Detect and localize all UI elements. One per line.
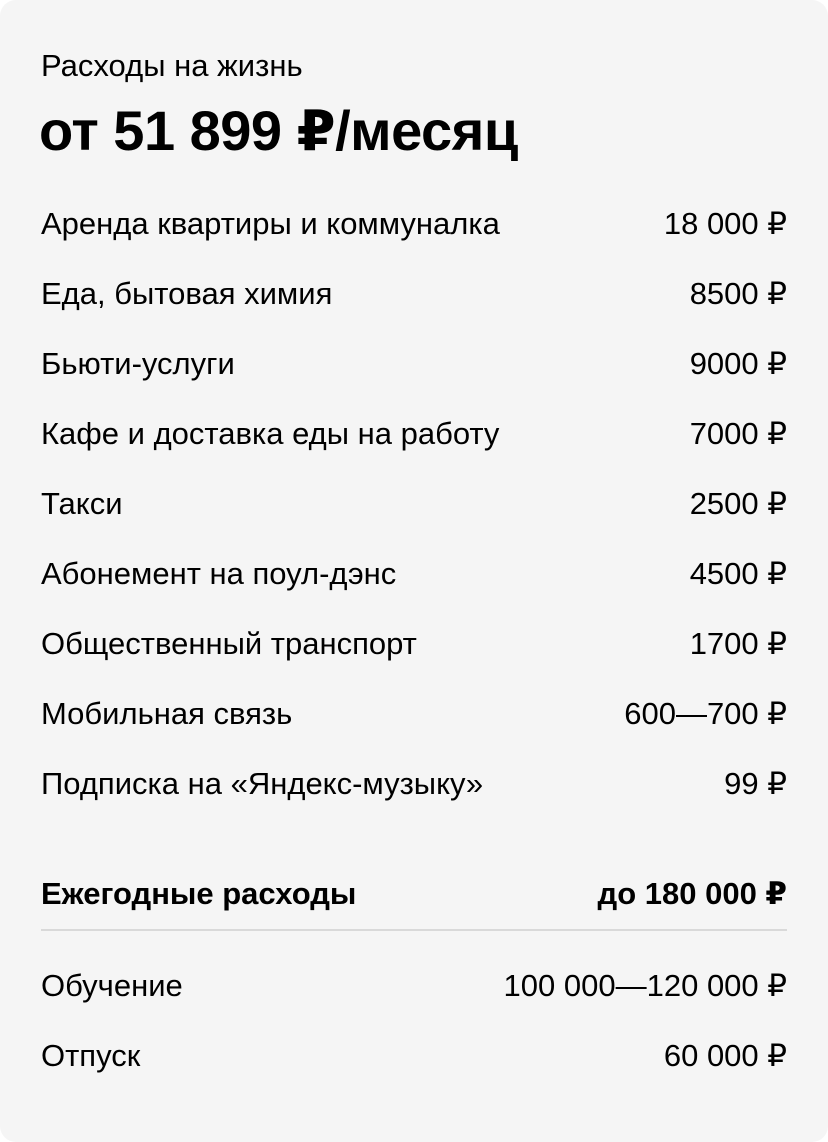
expense-row-education	[41, 951, 787, 1021]
expense-row-cafe	[41, 399, 787, 469]
expense-label: Общественный транспорт	[41, 626, 417, 661]
card-subtitle: Расходы на жизнь	[41, 48, 303, 83]
expense-row-taxi	[41, 469, 787, 539]
expense-value: 7000 ₽	[689, 416, 787, 451]
expense-value: 1700 ₽	[689, 626, 787, 661]
expense-value: 600—700 ₽	[624, 696, 787, 731]
expense-row-vacation	[41, 1021, 787, 1091]
expense-value: 8500 ₽	[689, 276, 787, 311]
expense-label: Бьюти-услуги	[41, 346, 235, 381]
expense-row-rent	[41, 189, 787, 259]
expense-value: 18 000 ₽	[663, 206, 787, 241]
monthly-expenses-list	[41, 189, 787, 819]
annual-expenses-header	[41, 864, 787, 924]
annual-expenses-list	[41, 951, 787, 1091]
expense-value: 99 ₽	[724, 766, 787, 801]
expense-value: 2500 ₽	[689, 486, 787, 521]
expense-label: Такси	[41, 486, 123, 521]
expense-row-transport	[41, 609, 787, 679]
expense-label: Еда, бытовая химия	[41, 276, 333, 311]
expense-row-music-subscription	[41, 749, 787, 819]
expense-value: 9000 ₽	[689, 346, 787, 381]
expense-label: Аренда квартиры и коммуналка	[41, 206, 500, 241]
section-divider	[41, 929, 787, 931]
expense-label: Мобильная связь	[41, 696, 293, 731]
expense-row-mobile	[41, 679, 787, 749]
annual-expenses-label: Ежегодные расходы	[41, 876, 357, 911]
expense-label: Обучение	[41, 968, 183, 1003]
expense-label: Подписка на «Яндекс-музыку»	[41, 766, 484, 801]
expense-value: 100 000—120 000 ₽	[503, 968, 787, 1003]
expense-row-beauty	[41, 329, 787, 399]
expense-value: 4500 ₽	[689, 556, 787, 591]
expense-row-food	[41, 259, 787, 329]
expense-value: 60 000 ₽	[663, 1038, 787, 1073]
monthly-total-headline: от 51 899 ₽/месяц	[39, 99, 518, 162]
annual-expenses-total: до 180 000 ₽	[597, 876, 787, 911]
expense-row-pole-dance	[41, 539, 787, 609]
expense-label: Абонемент на поул-дэнс	[41, 556, 397, 591]
expense-label: Отпуск	[41, 1038, 141, 1073]
expense-label: Кафе и доставка еды на работу	[41, 416, 500, 451]
